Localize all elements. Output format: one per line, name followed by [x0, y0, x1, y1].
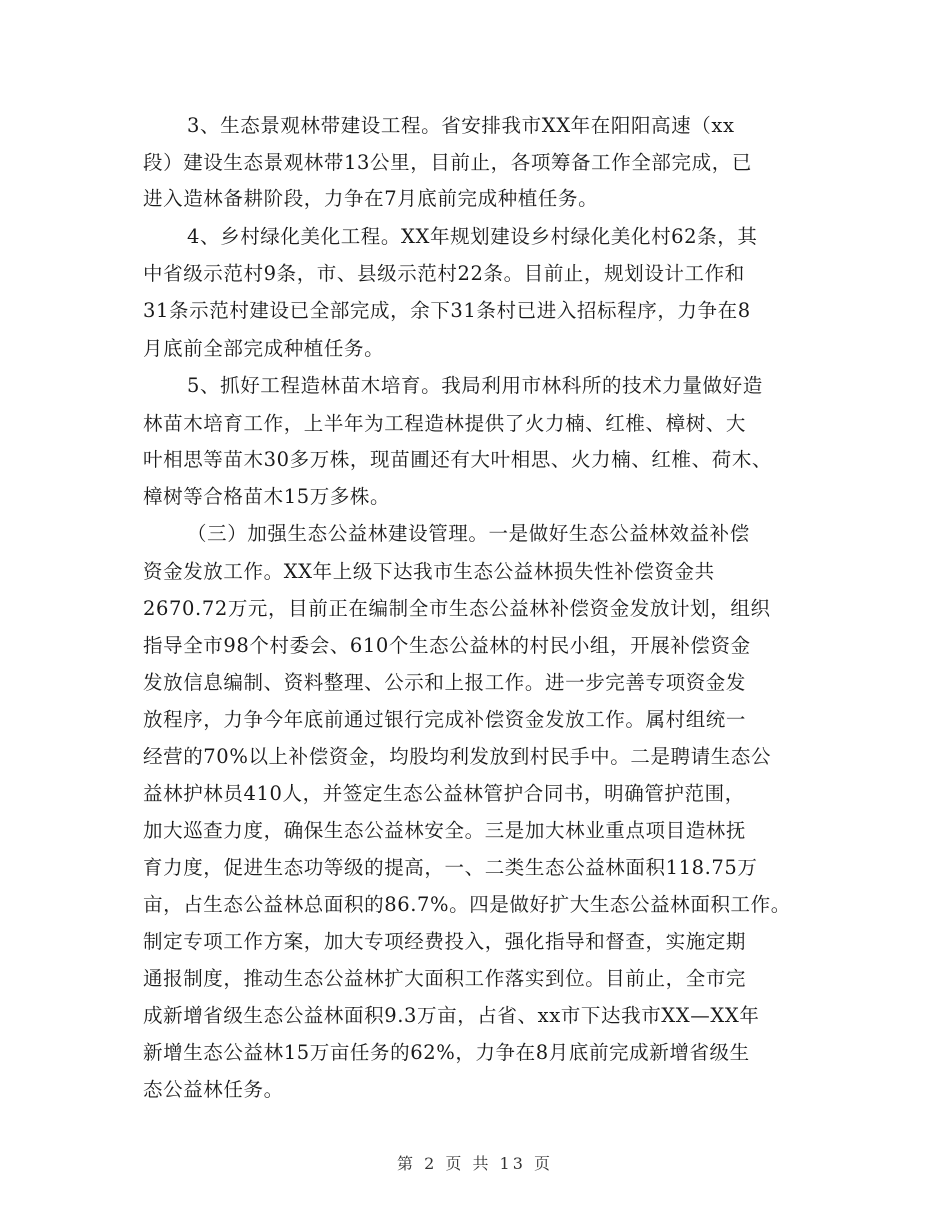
paragraph-line: 通报制度，推动生态公益林扩大面积工作落实到位。目前止，全市完: [143, 967, 747, 990]
paragraph-line: 资金发放工作。XX年上级下达我市生态公益林损失性补偿资金共: [143, 560, 715, 583]
paragraph-line: 段）建设生态景观林带13公里，目前止，各项筹备工作全部完成，已: [143, 151, 752, 174]
paragraph-line: 4、乡村绿化美化工程。XX年规划建设乡村绿化美化村62条，其: [187, 225, 758, 248]
paragraph-line: 进入造林备耕阶段，力争在7月底前完成种植任务。: [143, 187, 599, 210]
paragraph-line: 2670.72万元，目前正在编制全市生态公益林补偿资金发放计划，组织: [143, 597, 771, 620]
paragraph-line: 制定专项工作方案，加大专项经费投入，强化指导和督查，实施定期: [143, 930, 747, 953]
paragraph-line: 放程序，力争今年底前通过银行完成补偿资金发放工作。属村组统一: [143, 708, 747, 731]
paragraph-line: 3、生态景观林带建设工程。省安排我市XX年在阳阳高速（xx: [187, 114, 735, 137]
paragraph-line: 益林护林员410人，并签定生态公益林管护合同书，明确管护范围，: [143, 782, 745, 805]
paragraph-line: 叶相思等苗木30多万株，现苗圃还有大叶相思、火力楠、红椎、荷木、: [143, 448, 773, 471]
paragraph-line: 态公益林任务。: [143, 1078, 284, 1101]
paragraph-line: 31条示范村建设已全部完成，余下31条村已进入招标程序，力争在8: [143, 299, 751, 322]
paragraph-line: 加大巡查力度，确保生态公益林安全。三是加大林业重点项目造林抚: [143, 819, 747, 842]
paragraph-line: 林苗木培育工作，上半年为工程造林提供了火力楠、红椎、樟树、大: [143, 412, 747, 435]
paragraph-line: （三）加强生态公益林建设管理。一是做好生态公益林效益补偿: [187, 522, 750, 545]
paragraph-line: 中省级示范村9条，市、县级示范村22条。目前止，规划设计工作和: [143, 262, 745, 285]
paragraph-line: 发放信息编制、资料整理、公示和上报工作。进一步完善专项资金发: [143, 671, 747, 694]
paragraph-line: 月底前全部完成种植任务。: [143, 337, 385, 360]
paragraph-line: 新增生态公益林15万亩任务的62%，力争在8月底前完成新增省级生: [143, 1041, 750, 1064]
paragraph-line: 指导全市98个村委会、610个生态公益林的村民小组，开展补偿资金: [143, 634, 751, 657]
paragraph-line: 育力度，促进生态功等级的提高，一、二类生态公益林面积118.75万: [143, 856, 758, 879]
paragraph-line: 5、抓好工程造林苗木培育。我局利用市林科所的技术力量做好造: [187, 374, 763, 397]
paragraph-line: 樟树等合格苗木15万多株。: [143, 485, 391, 508]
page-number-footer: 第 2 页 共 13 页: [397, 1154, 553, 1173]
paragraph-line: 亩，占生态公益林总面积的86.7%。四是做好扩大生态公益林面积工作。: [143, 893, 791, 916]
paragraph-line: 经营的70%以上补偿资金，均股均利发放到村民手中。二是聘请生态公: [143, 745, 772, 768]
paragraph-line: 成新增省级生态公益林面积9.3万亩，占省、xx市下达我市XX—XX年: [143, 1004, 760, 1027]
